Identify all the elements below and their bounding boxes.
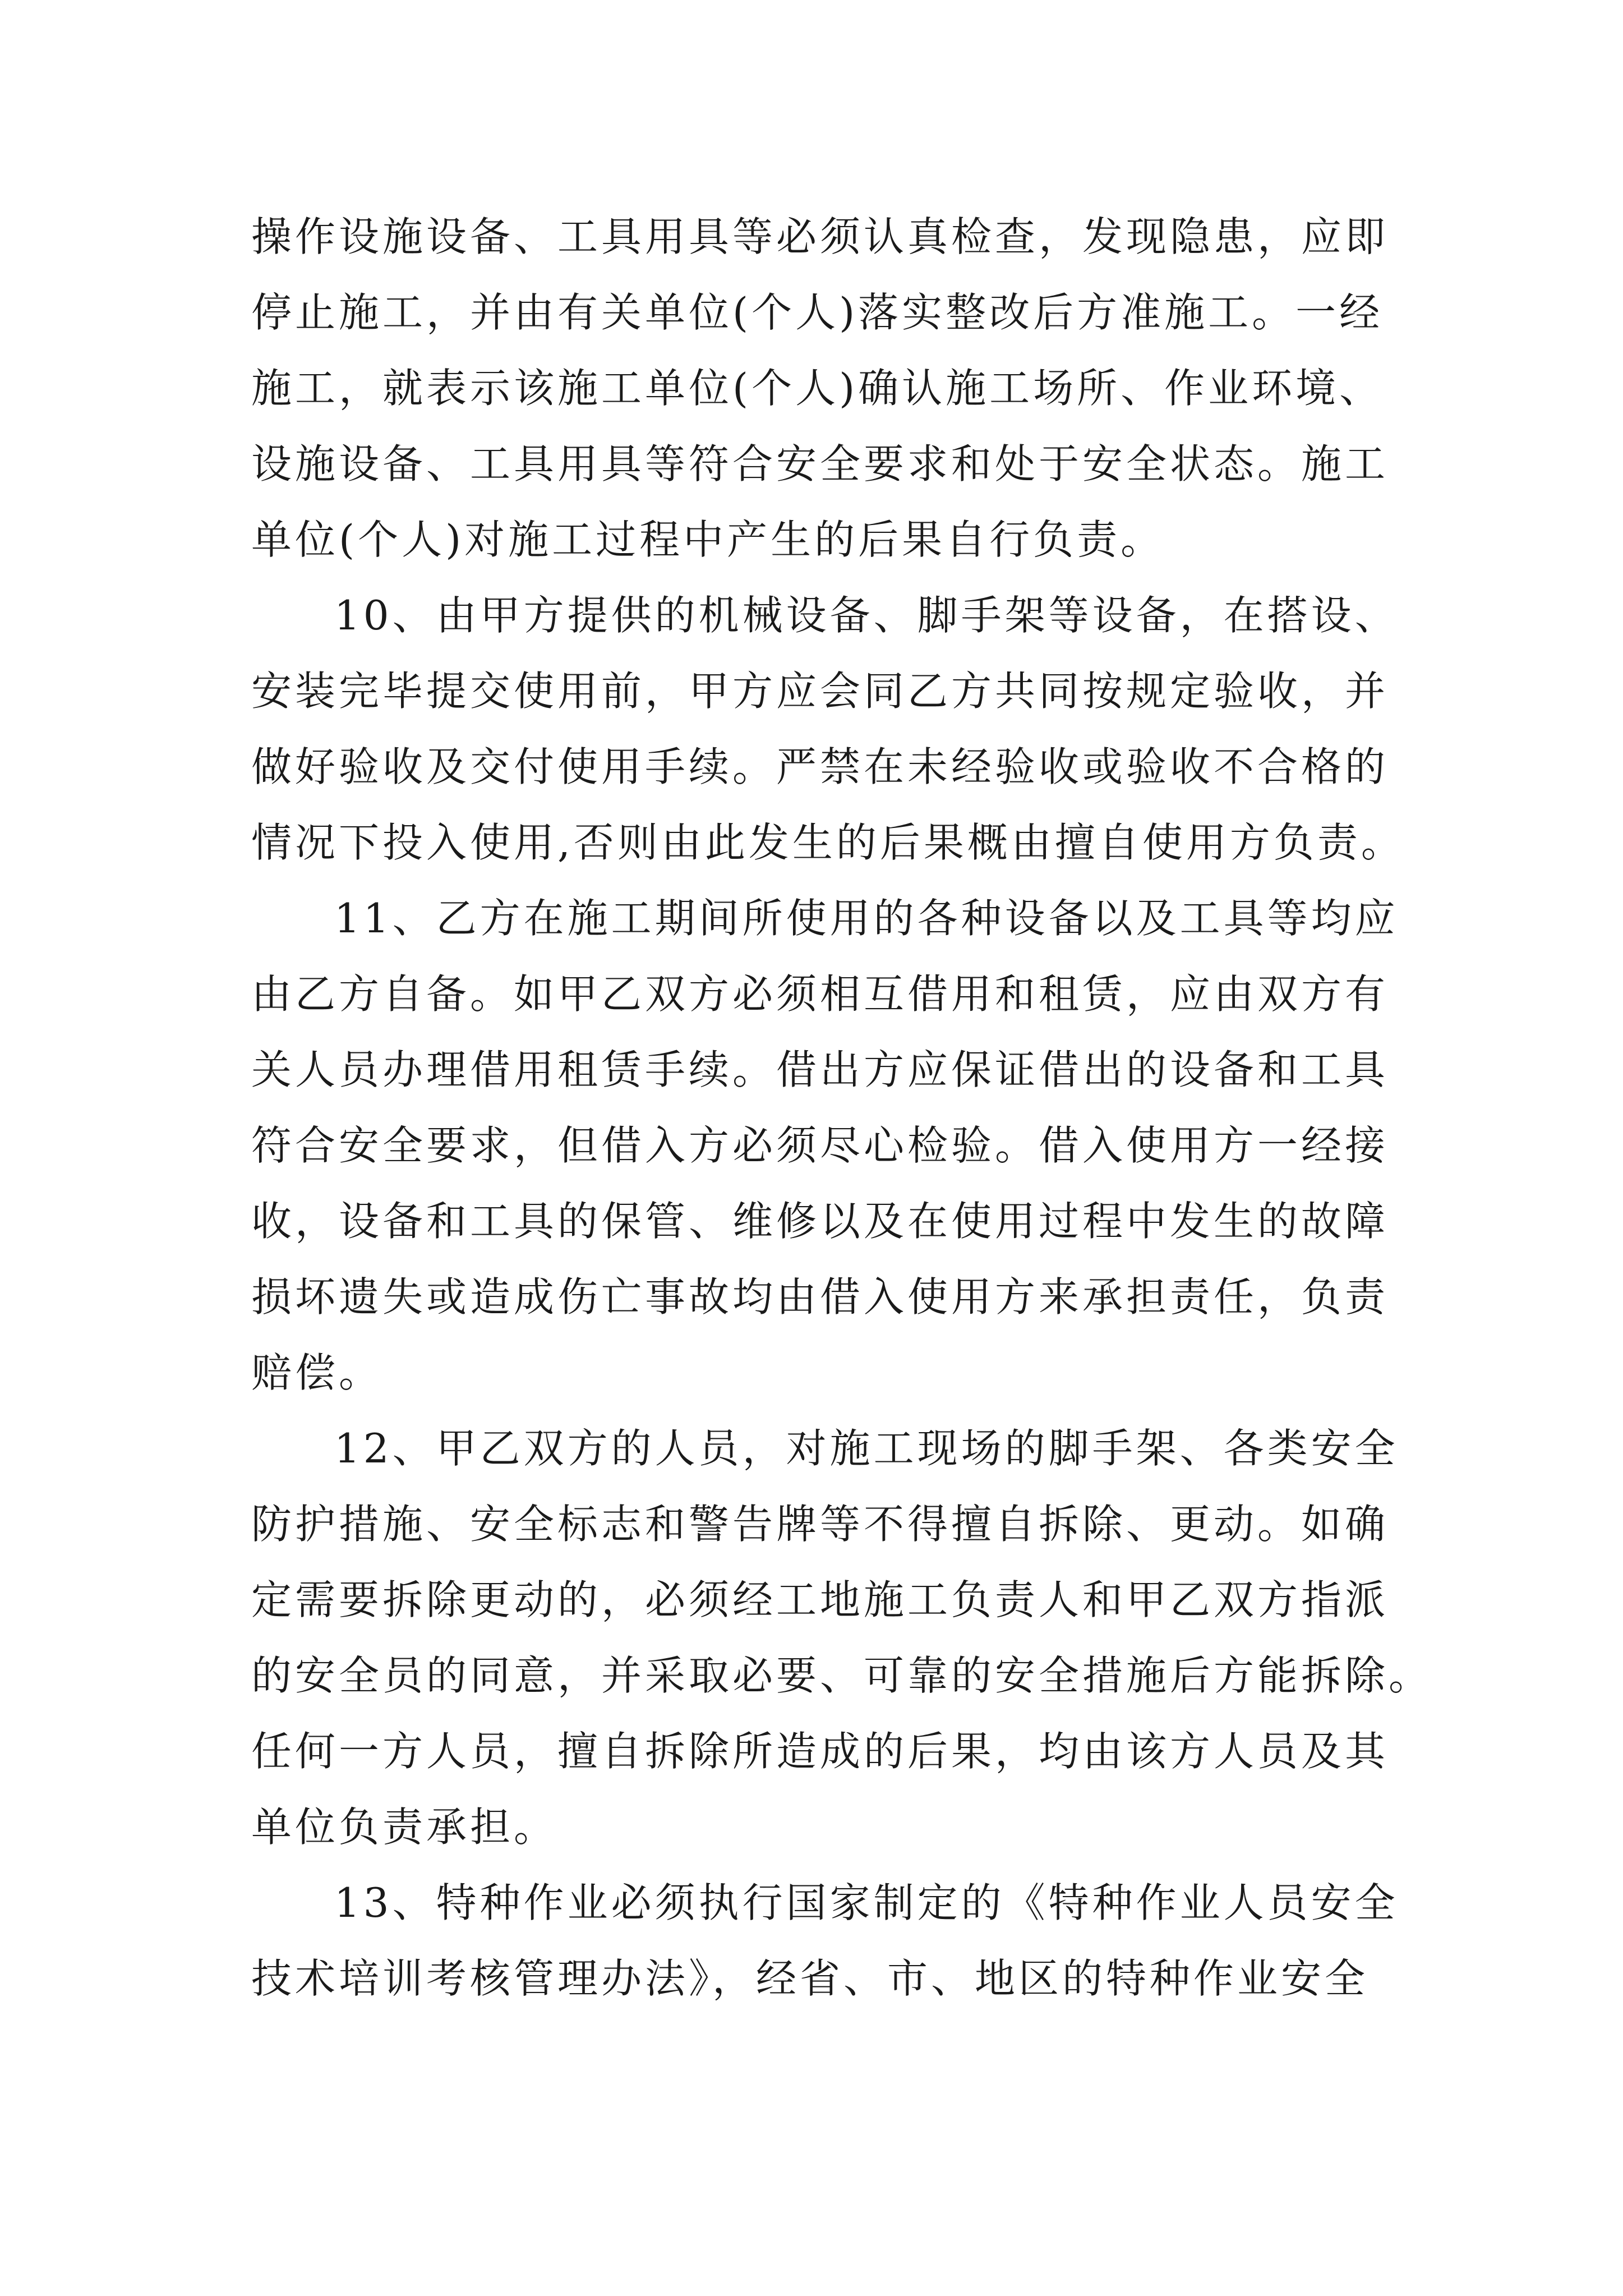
text-line: 符合安全要求，但借入方必须尽心检验。借入使用方一经接 (251, 1122, 1389, 1169)
text-line: 收，设备和工具的保管、维修以及在使用过程中发生的故障 (251, 1198, 1389, 1245)
text-line: 停止施工，并由有关单位(个人)落实整改后方准施工。一经 (251, 289, 1384, 336)
text-line: 单位(个人)对施工过程中产生的后果自行负责。 (251, 516, 1165, 563)
text-line: 由乙方自备。如甲乙双方必须相互借用和租赁，应由双方有 (251, 970, 1389, 1018)
clause-12-first-line: 12、甲乙双方的人员，对施工现场的脚手架、各类安全 (334, 1425, 1399, 1472)
text-line: 情况下投入使用,否则由此发生的后果概由擅自使用方负责。 (251, 819, 1405, 866)
text-line: 防护措施、安全标志和警告牌等不得擅自拆除、更动。如确 (251, 1501, 1389, 1548)
text-line: 安装完毕提交使用前，甲方应会同乙方共同按规定验收，并 (251, 668, 1389, 715)
text-line: 做好验收及交付使用手续。严禁在未经验收或验收不合格的 (251, 743, 1389, 790)
text-line: 设施设备、工具用具等符合安全要求和处于安全状态。施工 (251, 440, 1389, 487)
text-line: 任何一方人员，擅自拆除所造成的后果，均由该方人员及其 (251, 1728, 1389, 1775)
text-line: 施工，就表示该施工单位(个人)确认施工场所、作业环境、 (251, 365, 1384, 412)
text-line: 单位负责承担。 (251, 1803, 558, 1851)
text-line: 定需要拆除更动的，必须经工地施工负责人和甲乙双方指派 (251, 1576, 1389, 1623)
text-line: 关人员办理借用租赁手续。借出方应保证借出的设备和工具 (251, 1046, 1389, 1093)
clause-13-first-line: 13、特种作业必须执行国家制定的《特种作业人员安全 (334, 1879, 1399, 1926)
document-body (251, 199, 1433, 2017)
text-line: 的安全员的同意，并采取必要、可靠的安全措施后方能拆除。 (251, 1652, 1433, 1699)
clause-10-first-line: 10、由甲方提供的机械设备、脚手架等设备，在搭设、 (334, 592, 1399, 639)
text-line: 操作设施设备、工具用具等必须认真检查，发现隐患，应即 (251, 213, 1389, 260)
text-line: 损坏遗失或造成伤亡事故均由借入使用方来承担责任，负责 (251, 1273, 1389, 1320)
clause-11-first-line: 11、乙方在施工期间所使用的各种设备以及工具等均应 (334, 895, 1399, 942)
text-line: 赔偿。 (251, 1349, 383, 1396)
text-line: 技术培训考核管理办法》，经省、市、地区的特种作业安全 (251, 1955, 1369, 2002)
